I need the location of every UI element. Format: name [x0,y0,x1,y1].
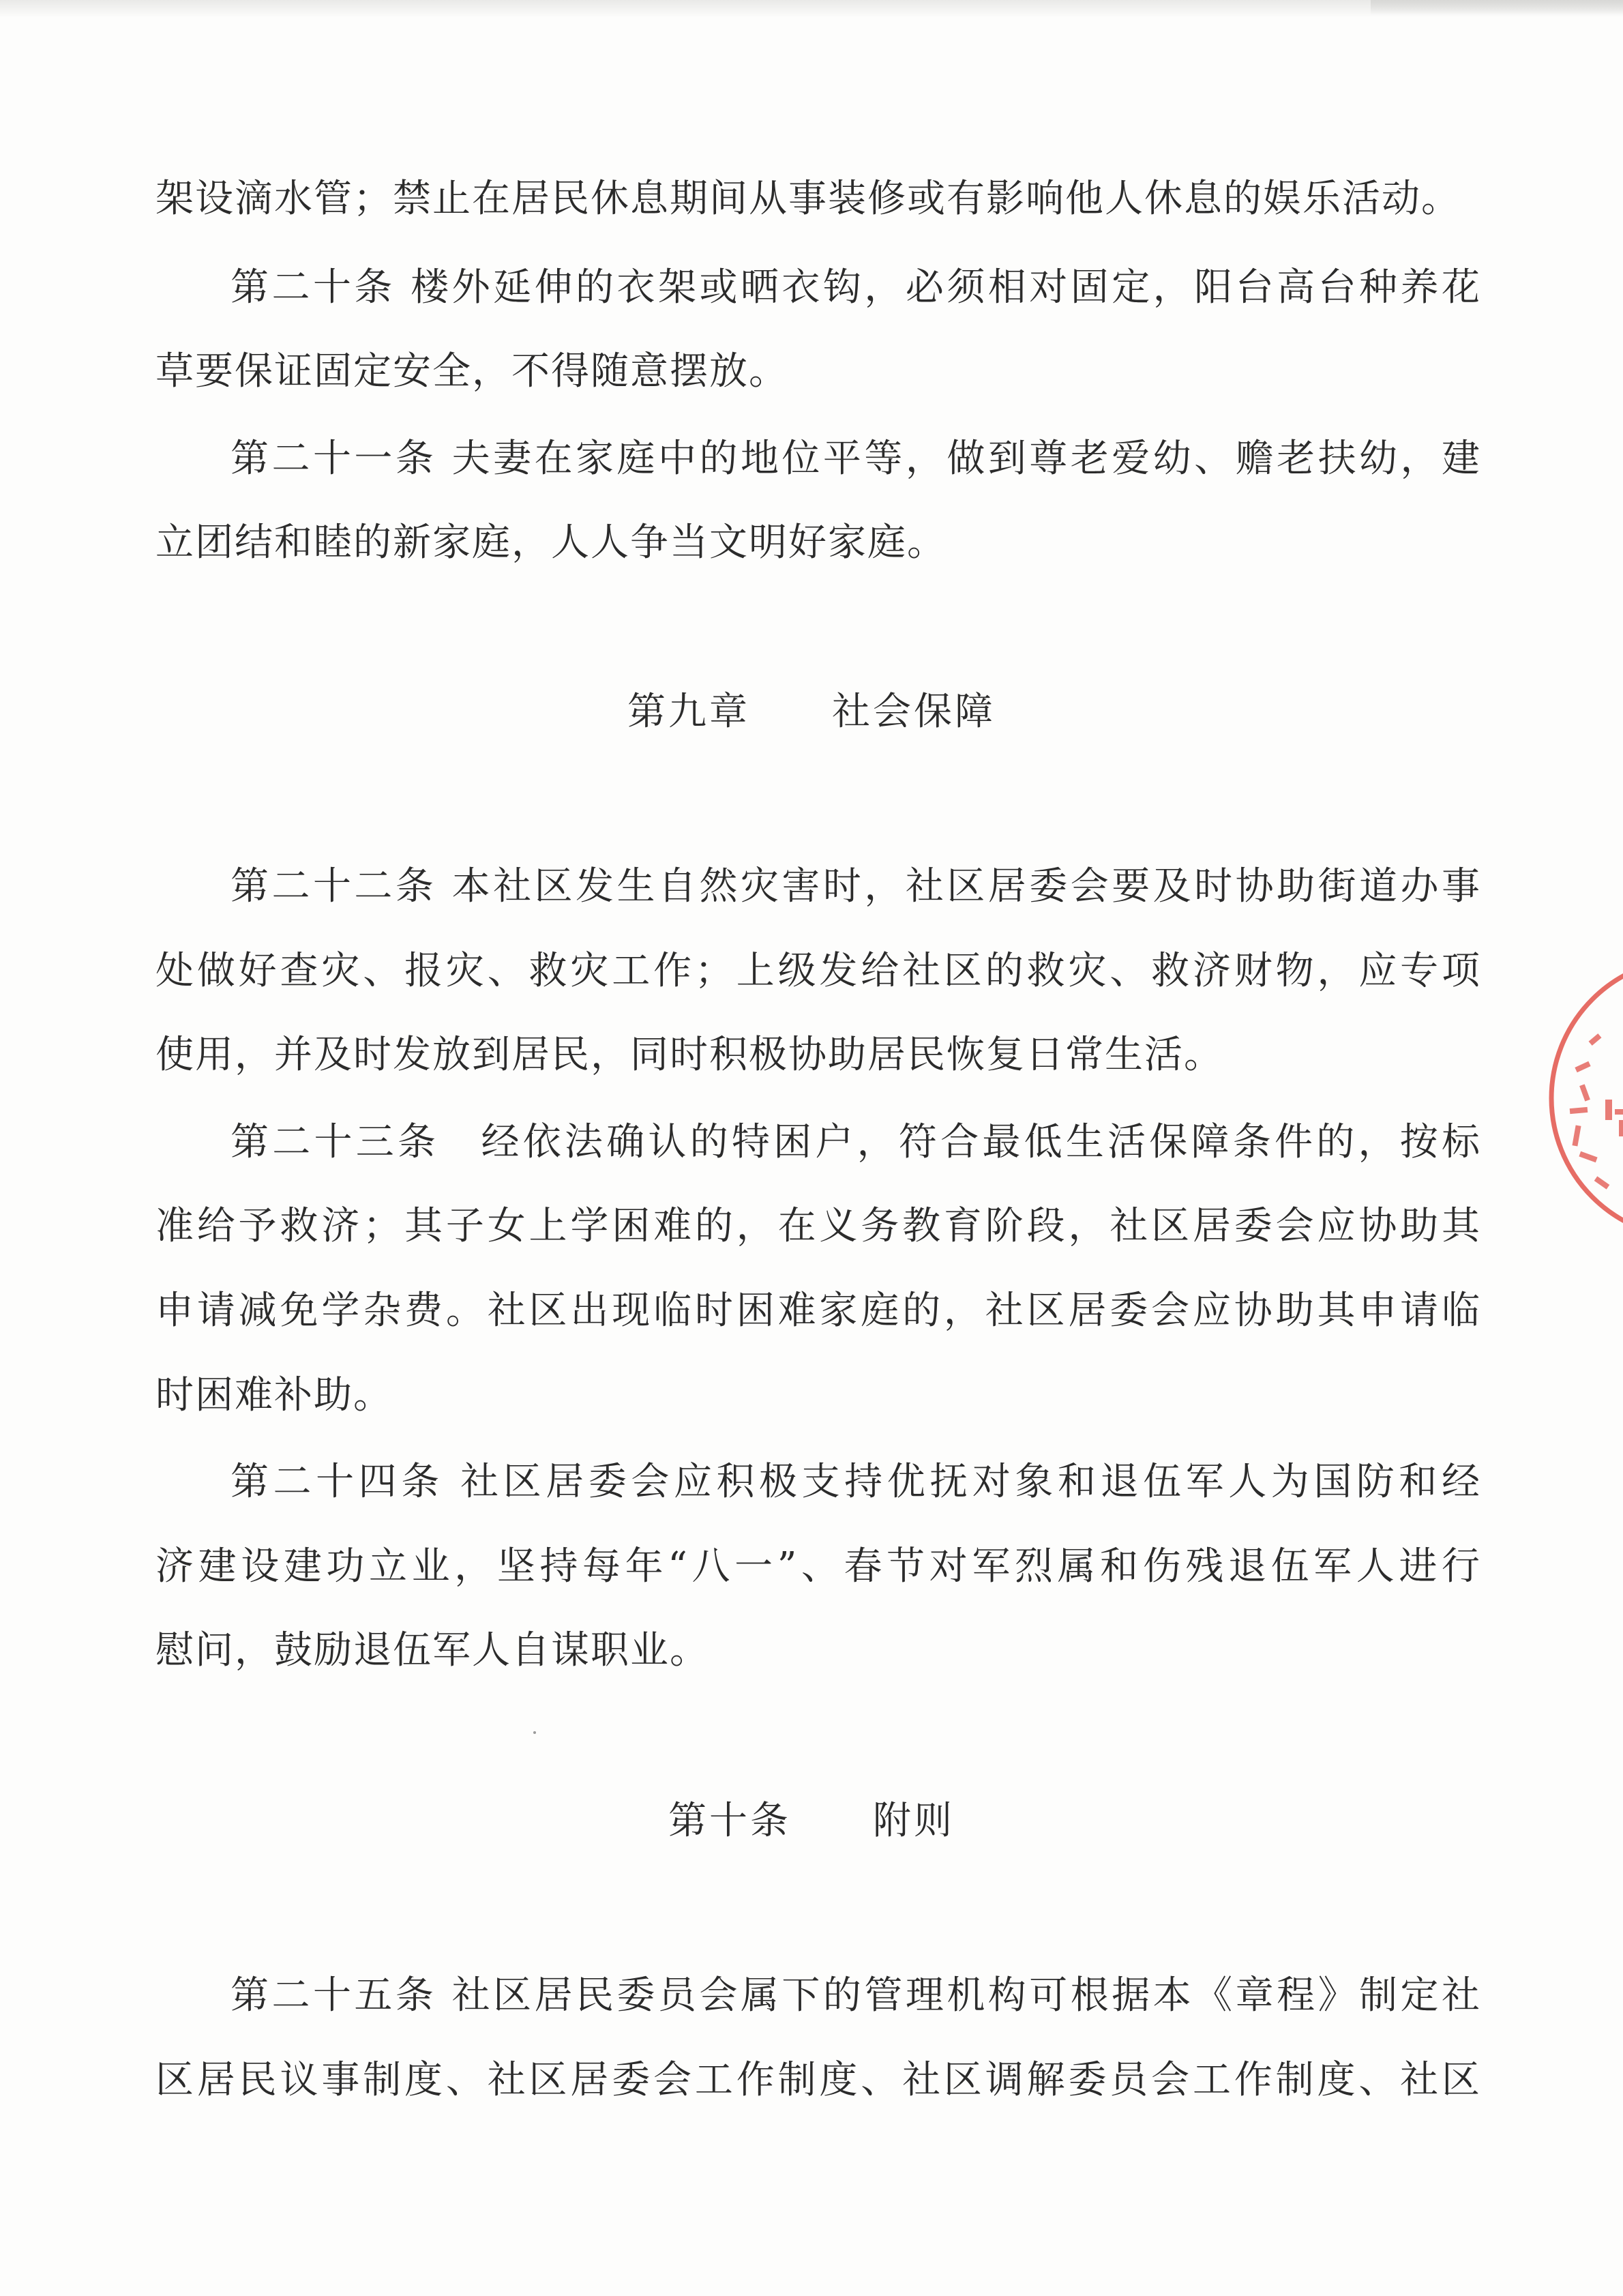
article-22-line-1: 第二十二条 本社区发生自然灾害时，社区居委会要及时协助街道办事 [230,864,1481,909]
article-21-line-1: 第二十一条 夫妻在家庭中的地位平等，做到尊老爱幼、赡老扶幼，建 [230,437,1481,481]
article-20-line-1: 第二十条 楼外延伸的衣架或晒衣钩，必须相对固定，阳台高台种养花 [230,265,1481,310]
article-22-line-3: 使用，并及时发放到居民，同时积极协助居民恢复日常生活。 [155,1033,1223,1077]
article-22-line-2: 处做好查灾、报灾、救灾工作；上级发给社区的救灾、救济财物，应专项 [155,949,1481,993]
article-23-line-2: 准给予救济；其子女上学困难的，在义务教育阶段，社区居委会应协助其 [155,1204,1481,1248]
scan-fold-shadow [1371,0,1623,15]
chapter-10-heading: 第十条 附则 [668,1799,955,1843]
article-24-line-2: 济建设建功立业，坚持每年“八一”、春节对军烈属和伤残退伍军人进行 [155,1544,1481,1589]
chapter-9-heading: 第九章 社会保障 [627,690,996,734]
article-23-line-4: 时困难补助。 [155,1373,393,1417]
article-25-line-1: 第二十五条 社区居民委员会属下的管理机构可根据本《章程》制定社 [230,1973,1481,2018]
article-24-line-3: 慰问，鼓励退伍军人自谋职业。 [155,1628,709,1673]
article-23-line-1: 第二十三条 经依法确认的特困户，符合最低生活保障条件的，按标 [230,1120,1481,1164]
article-19-line-1: 架设滴水管；禁止在居民休息期间从事装修或有影响他人休息的娱乐活动。 [155,177,1461,221]
article-20-line-2: 草要保证固定安全，不得随意摆放。 [155,349,788,394]
article-23-line-3: 申请减免学杂费。社区出现临时困难家庭的，社区居委会应协助其申请临 [155,1289,1481,1333]
article-24-line-1: 第二十四条 社区居委会应积极支持优抚对象和退伍军人为国防和经 [230,1460,1481,1504]
article-25-line-2: 区居民议事制度、社区居委会工作制度、社区调解委员会工作制度、社区 [155,2058,1481,2102]
scan-speck [533,1731,536,1734]
seal-icon [1534,941,1623,1255]
article-21-line-2: 立团结和睦的新家庭，人人争当文明好家庭。 [155,520,947,565]
